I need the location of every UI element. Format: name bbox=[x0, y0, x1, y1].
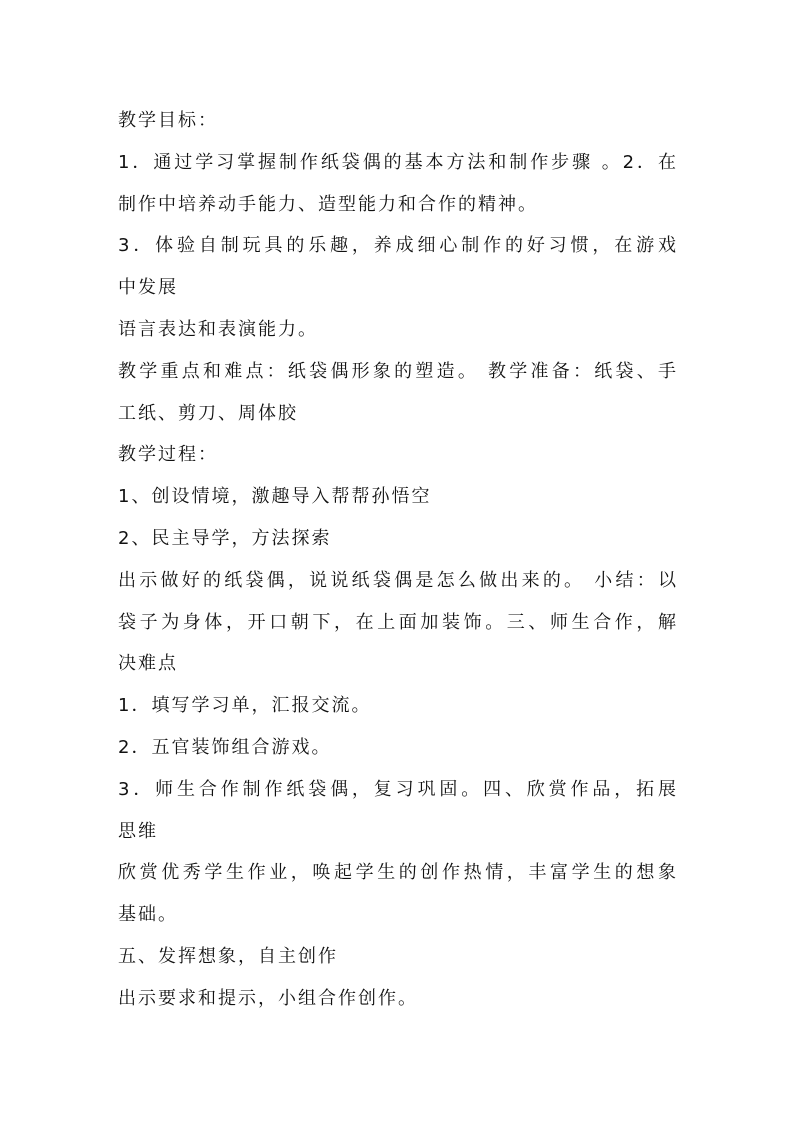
text-line: 欣赏优秀学生作业，唤起学生的创作热情，丰富学生的想象 bbox=[118, 862, 678, 884]
text-line: 1．填写学习单，汇报交流。 bbox=[118, 695, 372, 717]
text-line: 五、发挥想象，自主创作 bbox=[118, 945, 338, 967]
text-line: 出示做好的纸袋偶，说说纸袋偶是怎么做出来的。 小结：以 bbox=[118, 569, 678, 591]
text-line: 3．师生合作制作纸袋偶，复习巩固。四、欣赏作品，拓展 bbox=[118, 778, 678, 800]
text-line-heading-goals: 教学目标： bbox=[118, 110, 218, 131]
text-line-heading-process: 教学过程： bbox=[118, 444, 218, 466]
text-line: 中发展 bbox=[118, 277, 178, 299]
text-line: 教学重点和难点：纸袋偶形象的塑造。 教学准备：纸袋、手 bbox=[118, 360, 678, 382]
text-line: 2．五官装饰组合游戏。 bbox=[118, 736, 332, 758]
text-line: 1、创设情境，激趣导入帮帮孙悟空 bbox=[118, 486, 432, 508]
text-line: 工纸、剪刀、周体胶 bbox=[118, 402, 298, 424]
text-line: 语言表达和表演能力。 bbox=[118, 318, 318, 340]
text-line: 思维 bbox=[118, 820, 158, 842]
text-line: 袋子为身体，开口朝下，在上面加装饰。三、师生合作，解 bbox=[118, 611, 678, 633]
text-line: 2、民主导学，方法探索 bbox=[118, 527, 332, 549]
text-line: 出示要求和提示，小组合作创作。 bbox=[118, 987, 418, 1009]
text-line: 基础。 bbox=[118, 904, 178, 926]
text-line: 3．体验自制玩具的乐趣，养成细心制作的好习惯，在游戏 bbox=[118, 235, 678, 257]
document-body bbox=[118, 100, 678, 1020]
text-line: 决难点 bbox=[118, 653, 178, 675]
text-line: 制作中培养动手能力、造型能力和合作的精神。 bbox=[118, 193, 538, 215]
text-line: 1．通过学习掌握制作纸袋偶的基本方法和制作步骤 。2．在 bbox=[118, 151, 678, 173]
